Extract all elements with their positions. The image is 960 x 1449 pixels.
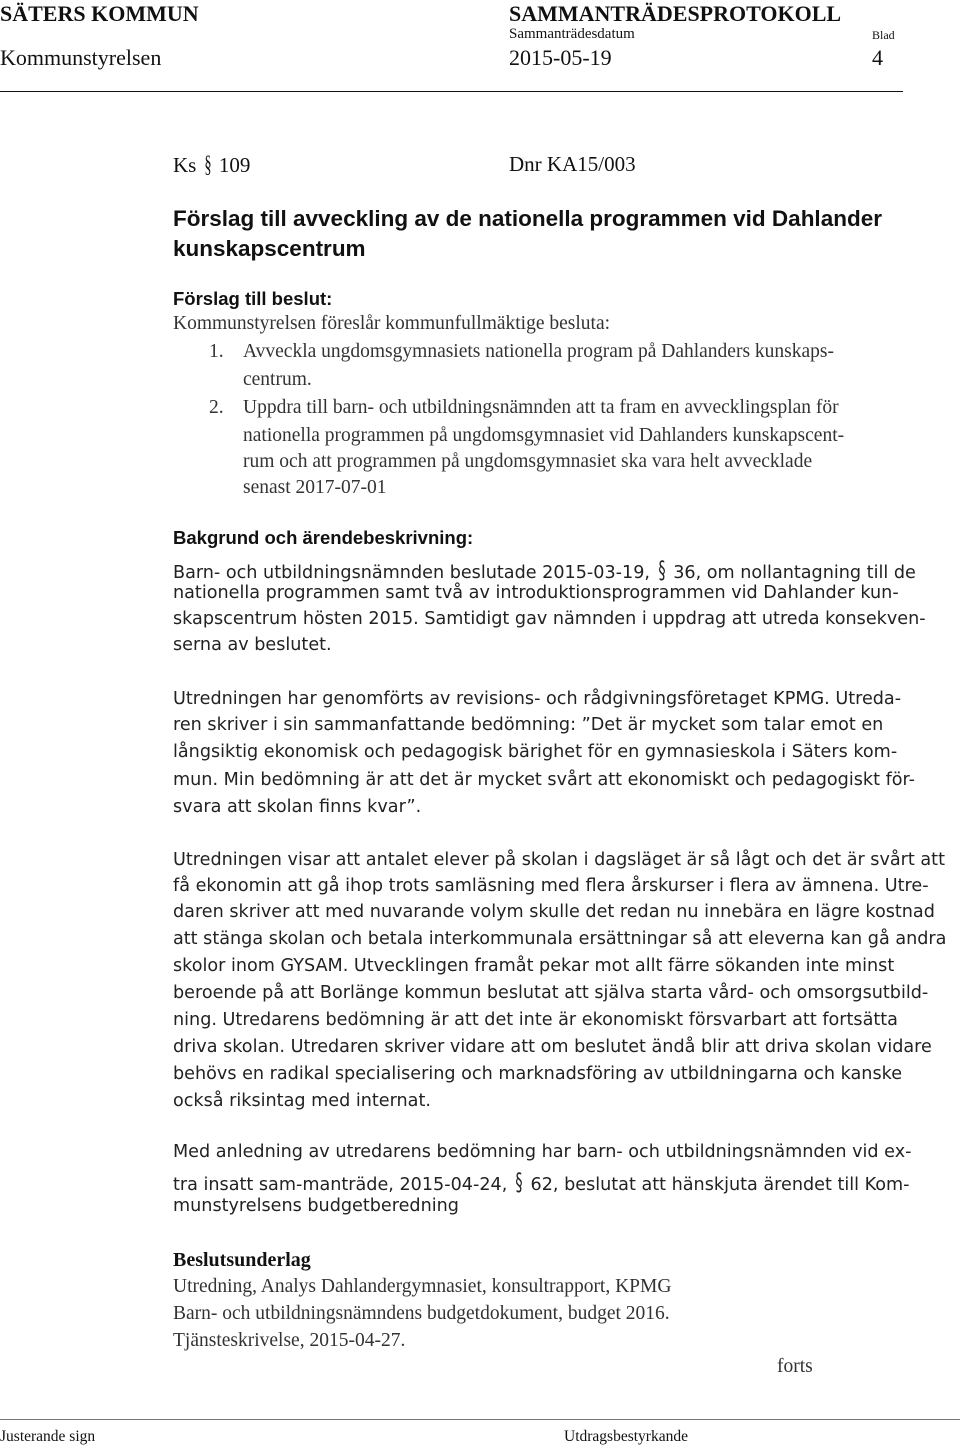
date-label: Sammanträdesdatum [509,26,635,42]
proposal-item-text: rum och att programmen på ungdomsgymnasiet ska vara helt avvecklade [243,451,813,472]
paragraph-line: skolor inom GYSAM. Utvecklingen framåt pekar mot allt färre sökanden inte minst [173,956,895,976]
continued-note: forts [777,1356,813,1377]
paragraph-line: driva skolan. Utredaren skriver vidare att om beslutet ändå blir att driva skolan vidare [173,1037,932,1057]
proposal-item-text: centrum. [243,369,312,390]
paragraph-line: Med anledning av utredarens bedömning har barn- och utbildningsnämnden vid ex- [173,1142,912,1162]
paragraph-line [173,1168,910,1196]
case-title-line: kunskapscentrum [173,236,366,261]
paragraph-line: Utredningen har genomförts av revisions- och rådgivningsföretaget KPMG. Utreda- [173,689,902,709]
proposal-heading: Förslag till beslut: [173,288,333,309]
proposal-item-text: nationella programmen på ungdomsgymnasiet vid Dahlanders kunskapscent- [243,425,845,446]
text-span: tra insatt sam-manträde, 2015-04-24, [173,1175,508,1195]
meeting-date: 2015-05-19 [509,45,612,70]
municipality-name: SÄTERS KOMMUN [0,1,199,26]
board-name: Kommunstyrelsen [0,45,162,70]
text-span: Barn- och utbildningsnämnden beslutade 2015-03-19, [173,563,650,583]
case-title-line: Förslag till avveckling av de nationella programmen vid Dahlander [173,206,882,231]
paragraph-line: ning. Utredarens bedömning är att det inte är ekonomiskt försvarbart att fortsätta [173,1010,898,1030]
paragraph-line: munstyrelsens budgetberedning [173,1196,459,1216]
text-span: 62, beslutat att hänskjuta ärendet till Kom- [530,1175,910,1195]
page-number: 4 [872,45,883,70]
text-span: 36, om nollantagning till de [673,563,916,583]
header-rule [0,91,903,92]
footer-adjuster-sign: Justerande sign [0,1428,96,1445]
proposal-item-text: Avveckla ungdomsgymnasiets nationella program på Dahlanders kunskaps- [243,341,834,362]
paragraph-line: få ekonomin att gå ihop trots samläsning med flera årskurser i flera av ämnena. Utre- [173,876,929,896]
paragraph-line: svara att skolan finns kvar”. [173,797,422,817]
basis-item: Barn- och utbildningsnämndens budgetdokument, budget 2016. [173,1303,670,1324]
case-title [173,204,882,264]
paragraph-icon: § [203,152,212,178]
paragraph-icon: § [515,1168,523,1196]
proposal-intro: Kommunstyrelsen föreslår kommunfullmäktige besluta: [173,313,611,334]
paragraph-line: mun. Min bedömning är att det är mycket svårt att ekonomiskt och pedagogiskt för- [173,770,915,790]
paragraph-line: långsiktig ekonomisk och pedagogisk bärighet för en gymnasieskola i Säters kom- [173,742,898,762]
basis-heading: Beslutsunderlag [173,1249,311,1271]
paragraph-line: serna av beslutet. [173,635,332,655]
background-heading: Bakgrund och ärendebeskrivning: [173,527,474,548]
proposal-item-text: senast 2017-07-01 [243,477,387,498]
case-number: 109 [218,153,251,177]
basis-item: Utredning, Analys Dahlandergymnasiet, konsultrapport, KPMG [173,1276,672,1297]
proposal-item-number: 1. [209,341,224,362]
paragraph-line [173,556,916,584]
paragraph-line: nationella programmen samt två av introduktionsprogrammen vid Dahlander kun- [173,583,899,603]
paragraph-line: daren skriver att med nuvarande volym skulle det redan nu innebära en lägre kostnad [173,902,935,922]
paragraph-line: ren skriver i sin sammanfattande bedömning: ”Det är mycket som talar emot en [173,715,884,735]
footer-extract-certification: Utdragsbestyrkande [564,1428,688,1445]
paragraph-line: Utredningen visar att antalet elever på skolan i dagsläget är så lågt och det är svårt att [173,850,945,870]
paragraph-icon: § [657,556,666,584]
paragraph-line: beroende på att Borlänge kommun beslutat att själva starta vård- och omsorgsutbild- [173,983,929,1003]
basis-item: Tjänsteskrivelse, 2015-04-27. [173,1330,406,1351]
document-type: SAMMANTRÄDESPROTOKOLL [509,1,842,26]
paragraph-line: också riksintag med internat. [173,1091,431,1111]
case-ref [173,152,250,179]
proposal-item-text: Uppdra till barn- och utbildningsnämnden att ta fram en avvecklingsplan för [243,397,839,418]
paragraph-line: behövs en radikal specialisering och marknadsföring av utbildningarna och kanske [173,1064,903,1084]
case-prefix: Ks [173,153,197,177]
paragraph-line: att stänga skolan och betala interkommunala ersättningar så att eleverna kan gå andra [173,929,947,949]
footer-rule [0,1419,960,1420]
proposal-item-number: 2. [209,397,224,418]
case-dnr: Dnr KA15/003 [509,152,636,176]
page-label: Blad [872,28,895,42]
paragraph-line: skapscentrum hösten 2015. Samtidigt gav nämnden i uppdrag att utreda konsekven- [173,609,926,629]
